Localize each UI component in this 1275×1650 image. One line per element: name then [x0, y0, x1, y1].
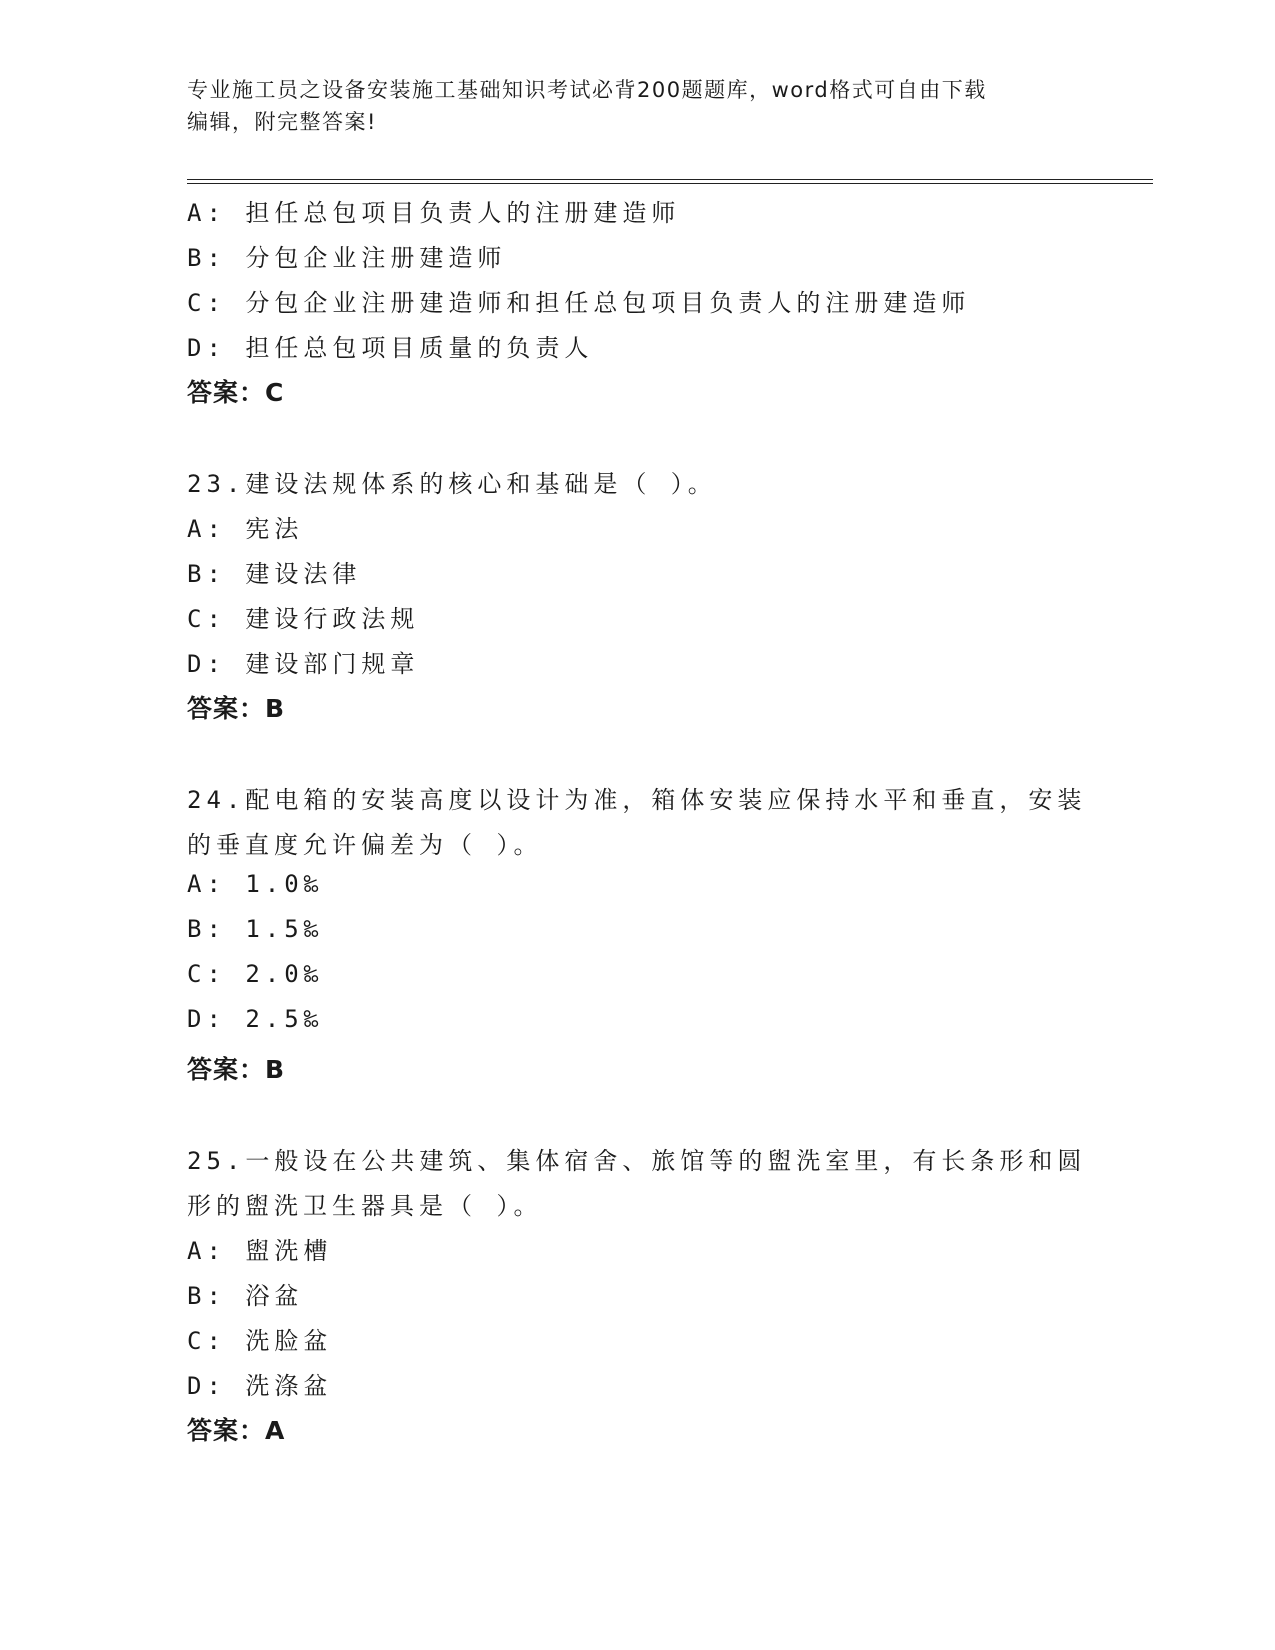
q24-option-b: B: 1.5‰	[187, 915, 324, 943]
q24-answer: 答案：B	[187, 1055, 286, 1084]
q23-option-b: B: 建设法律	[187, 560, 362, 588]
q24-option-a: A: 1.0‰	[187, 870, 324, 898]
q24-option-d: D: 2.5‰	[187, 1005, 324, 1033]
q22-option-a: A: 担任总包项目负责人的注册建造师	[187, 199, 681, 227]
q25-option-a: A: 盥洗槽	[187, 1237, 333, 1265]
q24-option-c: C: 2.0‰	[187, 960, 324, 988]
q23-question: 23.建设法规体系的核心和基础是（ ）。	[187, 470, 717, 498]
q23-option-c: C: 建设行政法规	[187, 605, 420, 633]
q24-question-line-1: 24.配电箱的安装高度以设计为准，箱体安装应保持水平和垂直，安装	[187, 786, 1087, 814]
q25-option-b: B: 浴盆	[187, 1282, 304, 1310]
q23-option-a: A: 宪法	[187, 515, 304, 543]
q25-option-d: D: 洗涤盆	[187, 1372, 333, 1400]
header-divider-bottom	[187, 183, 1153, 184]
header-divider-top	[187, 179, 1153, 180]
q22-option-b: B: 分包企业注册建造师	[187, 244, 507, 272]
q25-question-line-2: 形的盥洗卫生器具是（ ）。	[187, 1192, 543, 1220]
q22-answer: 答案：C	[187, 378, 285, 407]
header-line-1: 专业施工员之设备安装施工基础知识考试必背200题题库，word格式可自由下载	[187, 78, 987, 102]
q22-option-d: D: 担任总包项目质量的负责人	[187, 334, 594, 362]
q23-answer: 答案：B	[187, 694, 286, 723]
q25-option-c: C: 洗脸盆	[187, 1327, 333, 1355]
header-line-2: 编辑，附完整答案!	[187, 110, 377, 134]
q25-answer: 答案：A	[187, 1416, 286, 1445]
document-header	[187, 74, 1087, 138]
q25-question-line-1: 25.一般设在公共建筑、集体宿舍、旅馆等的盥洗室里，有长条形和圆	[187, 1147, 1087, 1175]
q22-option-c: C: 分包企业注册建造师和担任总包项目负责人的注册建造师	[187, 289, 971, 317]
q23-option-d: D: 建设部门规章	[187, 650, 420, 678]
q24-question-line-2: 的垂直度允许偏差为（ ）。	[187, 831, 543, 859]
